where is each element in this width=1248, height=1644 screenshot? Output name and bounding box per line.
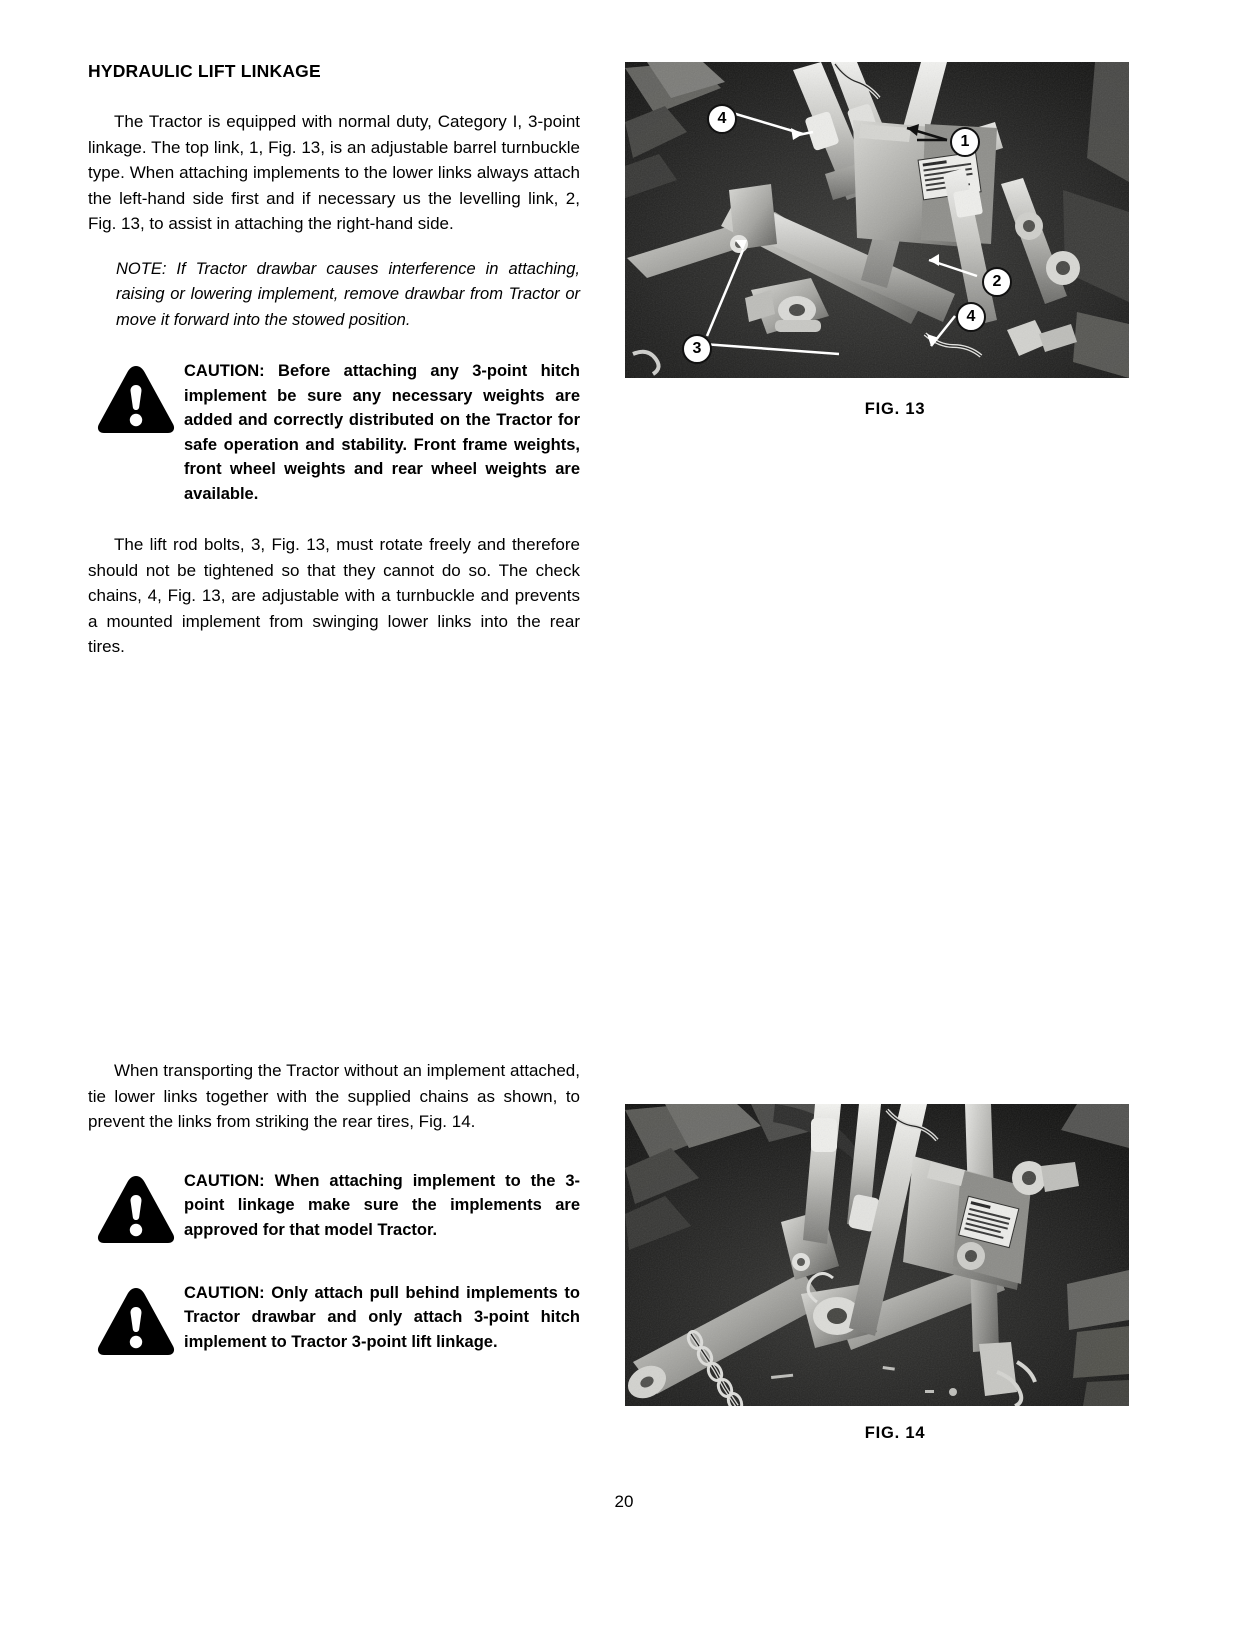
figure-14-photo-illustration — [625, 1104, 1129, 1406]
lift-rod-paragraph: The lift rod bolts, 3, Fig. 13, must rotate freely and therefore should not be tightened so that they cannot do so. The check chains, 4, Fig. 13, are adjustable with a turnbuckle and prevents a mounted implement from swinging lower links into the rear tires. — [88, 535, 580, 657]
caution-pull-behind-text: CAUTION: Only attach pull behind implements to Tractor drawbar and only attach 3-point hitch implement to Tractor 3-point lift linkage. — [184, 1283, 580, 1351]
caution-pull-behind — [88, 1281, 580, 1359]
figure-14 — [625, 1104, 1165, 1443]
figure-13-callout-2: 2 — [982, 267, 1012, 297]
caution-approved-implements — [88, 1169, 580, 1247]
right-column-upper — [625, 62, 1165, 419]
figure-14-photo — [625, 1104, 1129, 1406]
figure-13-caption: FIG. 13 — [864, 400, 926, 418]
figure-14-caption: FIG. 14 — [864, 1424, 926, 1442]
page-title: HYDRAULIC LIFT LINKAGE — [88, 61, 321, 81]
figure-13-photo — [625, 62, 1129, 378]
left-column-upper — [88, 62, 580, 680]
figure-13-callout-3: 3 — [682, 334, 712, 364]
warning-triangle-icon — [88, 1281, 178, 1359]
left-column-lower — [88, 1040, 580, 1385]
caution-weights-text: CAUTION: Before attaching any 3-point hitch implement be sure any necessary weights are added and correctly distributed on the Tractor for safe operation and stability. Front frame weights, front wheel weights and rear wheel weights are available. — [184, 362, 580, 503]
caution-approved-implements-text: CAUTION: When attaching implement to the 3-point linkage make sure the implements are approved for that model Tractor. — [184, 1171, 580, 1239]
warning-triangle-icon — [88, 359, 178, 437]
figure-13 — [625, 62, 1165, 419]
figure-13-callout-4b: 4 — [956, 302, 986, 332]
figure-13-photo-illustration — [625, 62, 1129, 378]
page-number: 20 — [614, 1492, 634, 1511]
figure-13-callout-1: 1 — [950, 127, 980, 157]
figure-13-callout-4a: 4 — [707, 104, 737, 134]
right-column-lower — [625, 1046, 1165, 1443]
caution-weights — [88, 359, 580, 506]
transporting-paragraph: When transporting the Tractor without an implement attached, tie lower links together with the supplied chains as shown, to prevent the links from striking the rear tires, Fig. 14. — [88, 1061, 580, 1131]
note-paragraph: NOTE: If Tractor drawbar causes interference in attaching, raising or lowering implement, remove drawbar from Tractor or move it forward into the stowed position. — [116, 259, 580, 329]
warning-triangle-icon — [88, 1169, 178, 1247]
intro-paragraph: The Tractor is equipped with normal duty, Category I, 3-point linkage. The top link, 1, Fig. 13, is an adjustable barrel turnbuckle type. When attaching implements to the lower links always attach the left-hand side first and if necessary us the levelling link, 2, Fig. 13, to assist in attaching the right-hand side. — [88, 112, 580, 234]
